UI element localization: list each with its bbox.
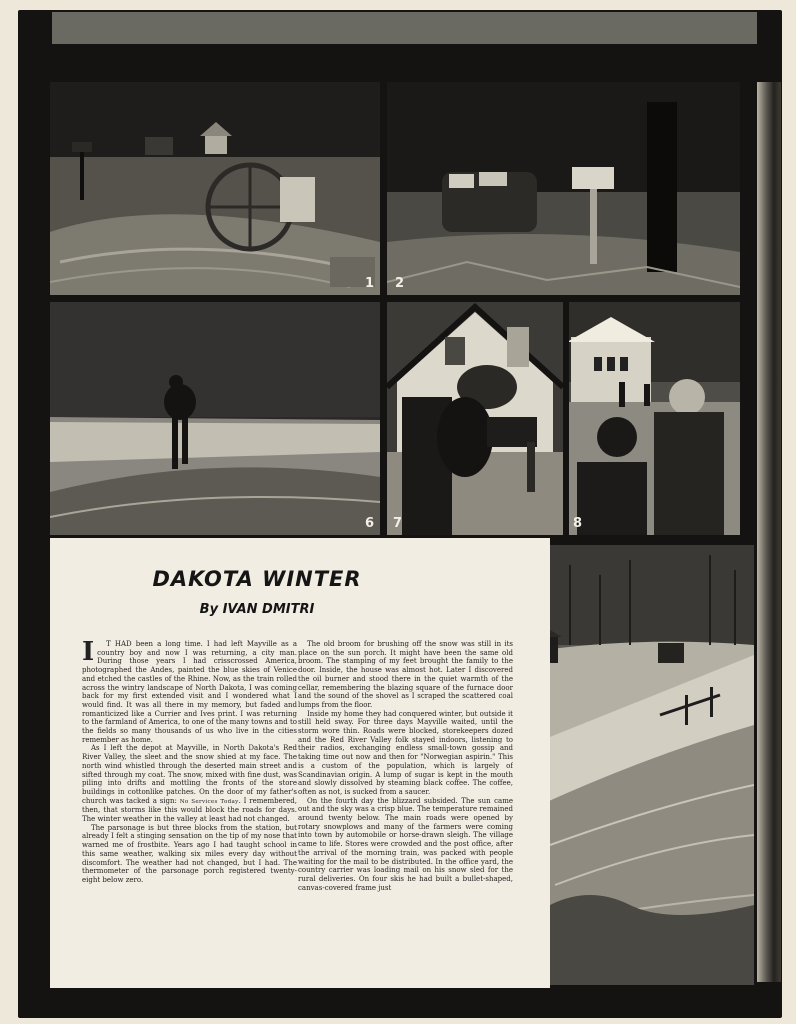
paragraph: The old broom for brushing off the snow was still in its place on the sun porch. It might have been the same old broom. The stamping of my feet brought the family to the door. Inside, the house was almost hot. Later I discovered the oil burner and stood there in the quiet warmth of the cellar, remembering the blazing square of the furnace door and the sound of the shovel as I scraped the scattered coal lumps from the floor. (298, 640, 513, 709)
paragraph (82, 824, 297, 885)
photo-number: 2 (395, 276, 405, 291)
paragraph: On the fourth day the blizzard subsided. The sun came out and the sky was a crisp blue. The temperature remained around twenty below. The main roads were opened by rotary snowplows and many of the farmers were coming into town by automobile or horse-drawn sleigh. The village came to life. Stores were crowded and the post office, after the arrival of the morning train, was packed with people waiting for the mail to be distributed. In the office yard, the country carrier was loading mail on his snow sled for the rural deliveries. On four skis he had built a bullet-shaped, canvas-covered frame just (298, 796, 513, 892)
paragraph-text: . I remembered, then, that storms like this would block the roads for days. The winter weather in the valley at least had not changed. (82, 796, 297, 824)
photo-number: 7 (393, 516, 403, 531)
photo-number: 1 (364, 276, 374, 291)
paragraph (82, 640, 297, 744)
paragraph (82, 744, 297, 823)
paragraph-text: The parsonage is but three blocks from the station, but already I felt a stinging sensation on the tip of my nose that warned me of frostbite. Years ago I had taught school in this same weather, walking six miles every day without discomfort. The weather had not changed, but I had. The thermometer of the parsonage porch registered twenty-eight below zero. (82, 823, 297, 884)
top-strip (52, 12, 757, 44)
photo-6 (50, 302, 380, 535)
photo-1 (50, 82, 380, 295)
article-column-1 (82, 640, 297, 940)
paragraph: Inside my home they had conquered winter, but outside it still held sway. For three days Mayville waited, until the storm wore thin. Roads were blocked, storekeepers dozed and the Red River Valley folk stayed indoors, listening to their radios, exchanging endless small-town gossip and taking time out now and then for "Norwegian aspirin." This is a custom of the population, which is largely of Scandinavian origin. A lump of sugar is kept in the mouth and slowly dissolved by steaming black coffee. The coffee, often as not, is sucked from a saucer. (298, 709, 513, 796)
photo-7 (387, 302, 563, 535)
photo-number: 8 (573, 516, 583, 531)
article-column-2 (298, 640, 513, 964)
paragraph-text: As I left the depot at Mayville, in North Dakota's Red River Valley, the sleet and the snow shied at my face. The north wind whistled through the deserted main street and sifted through my coat. The snow, mixed with fine dust, was piling into drifts and mottling the fronts of the store buildings in cottonlike patches. On the door of my father's church was tacked a sign: (82, 744, 297, 805)
dropcap: I (82, 640, 95, 667)
paragraph-text: T HAD been a long time. I had left Mayville as a country boy and now I was returning, a city man. During those years I had crisscrossed America, photographed the Andes, painted the blue skies of Venice and etched the castles of the Rhine. Now, as the train rolled across the wintry landscape of North Dakota, I was coming back for my first extended visit and I wondered what I would find. It was all there in my memory, but faded and romanticized like a Currier and Ives print. I was returning to the farmland of America, to one of the many towns and to the fields so many thousands of us who live in the cities remember as home. (82, 640, 297, 744)
photo-2 (387, 82, 740, 295)
article-byline: By IVAN DMITRI (199, 602, 315, 617)
church-sign: No Services Today (179, 798, 239, 805)
article-title: DAKOTA WINTER (152, 567, 362, 591)
photo-8 (569, 302, 740, 535)
photo-number: 6 (364, 516, 374, 531)
page-edge (757, 82, 781, 982)
